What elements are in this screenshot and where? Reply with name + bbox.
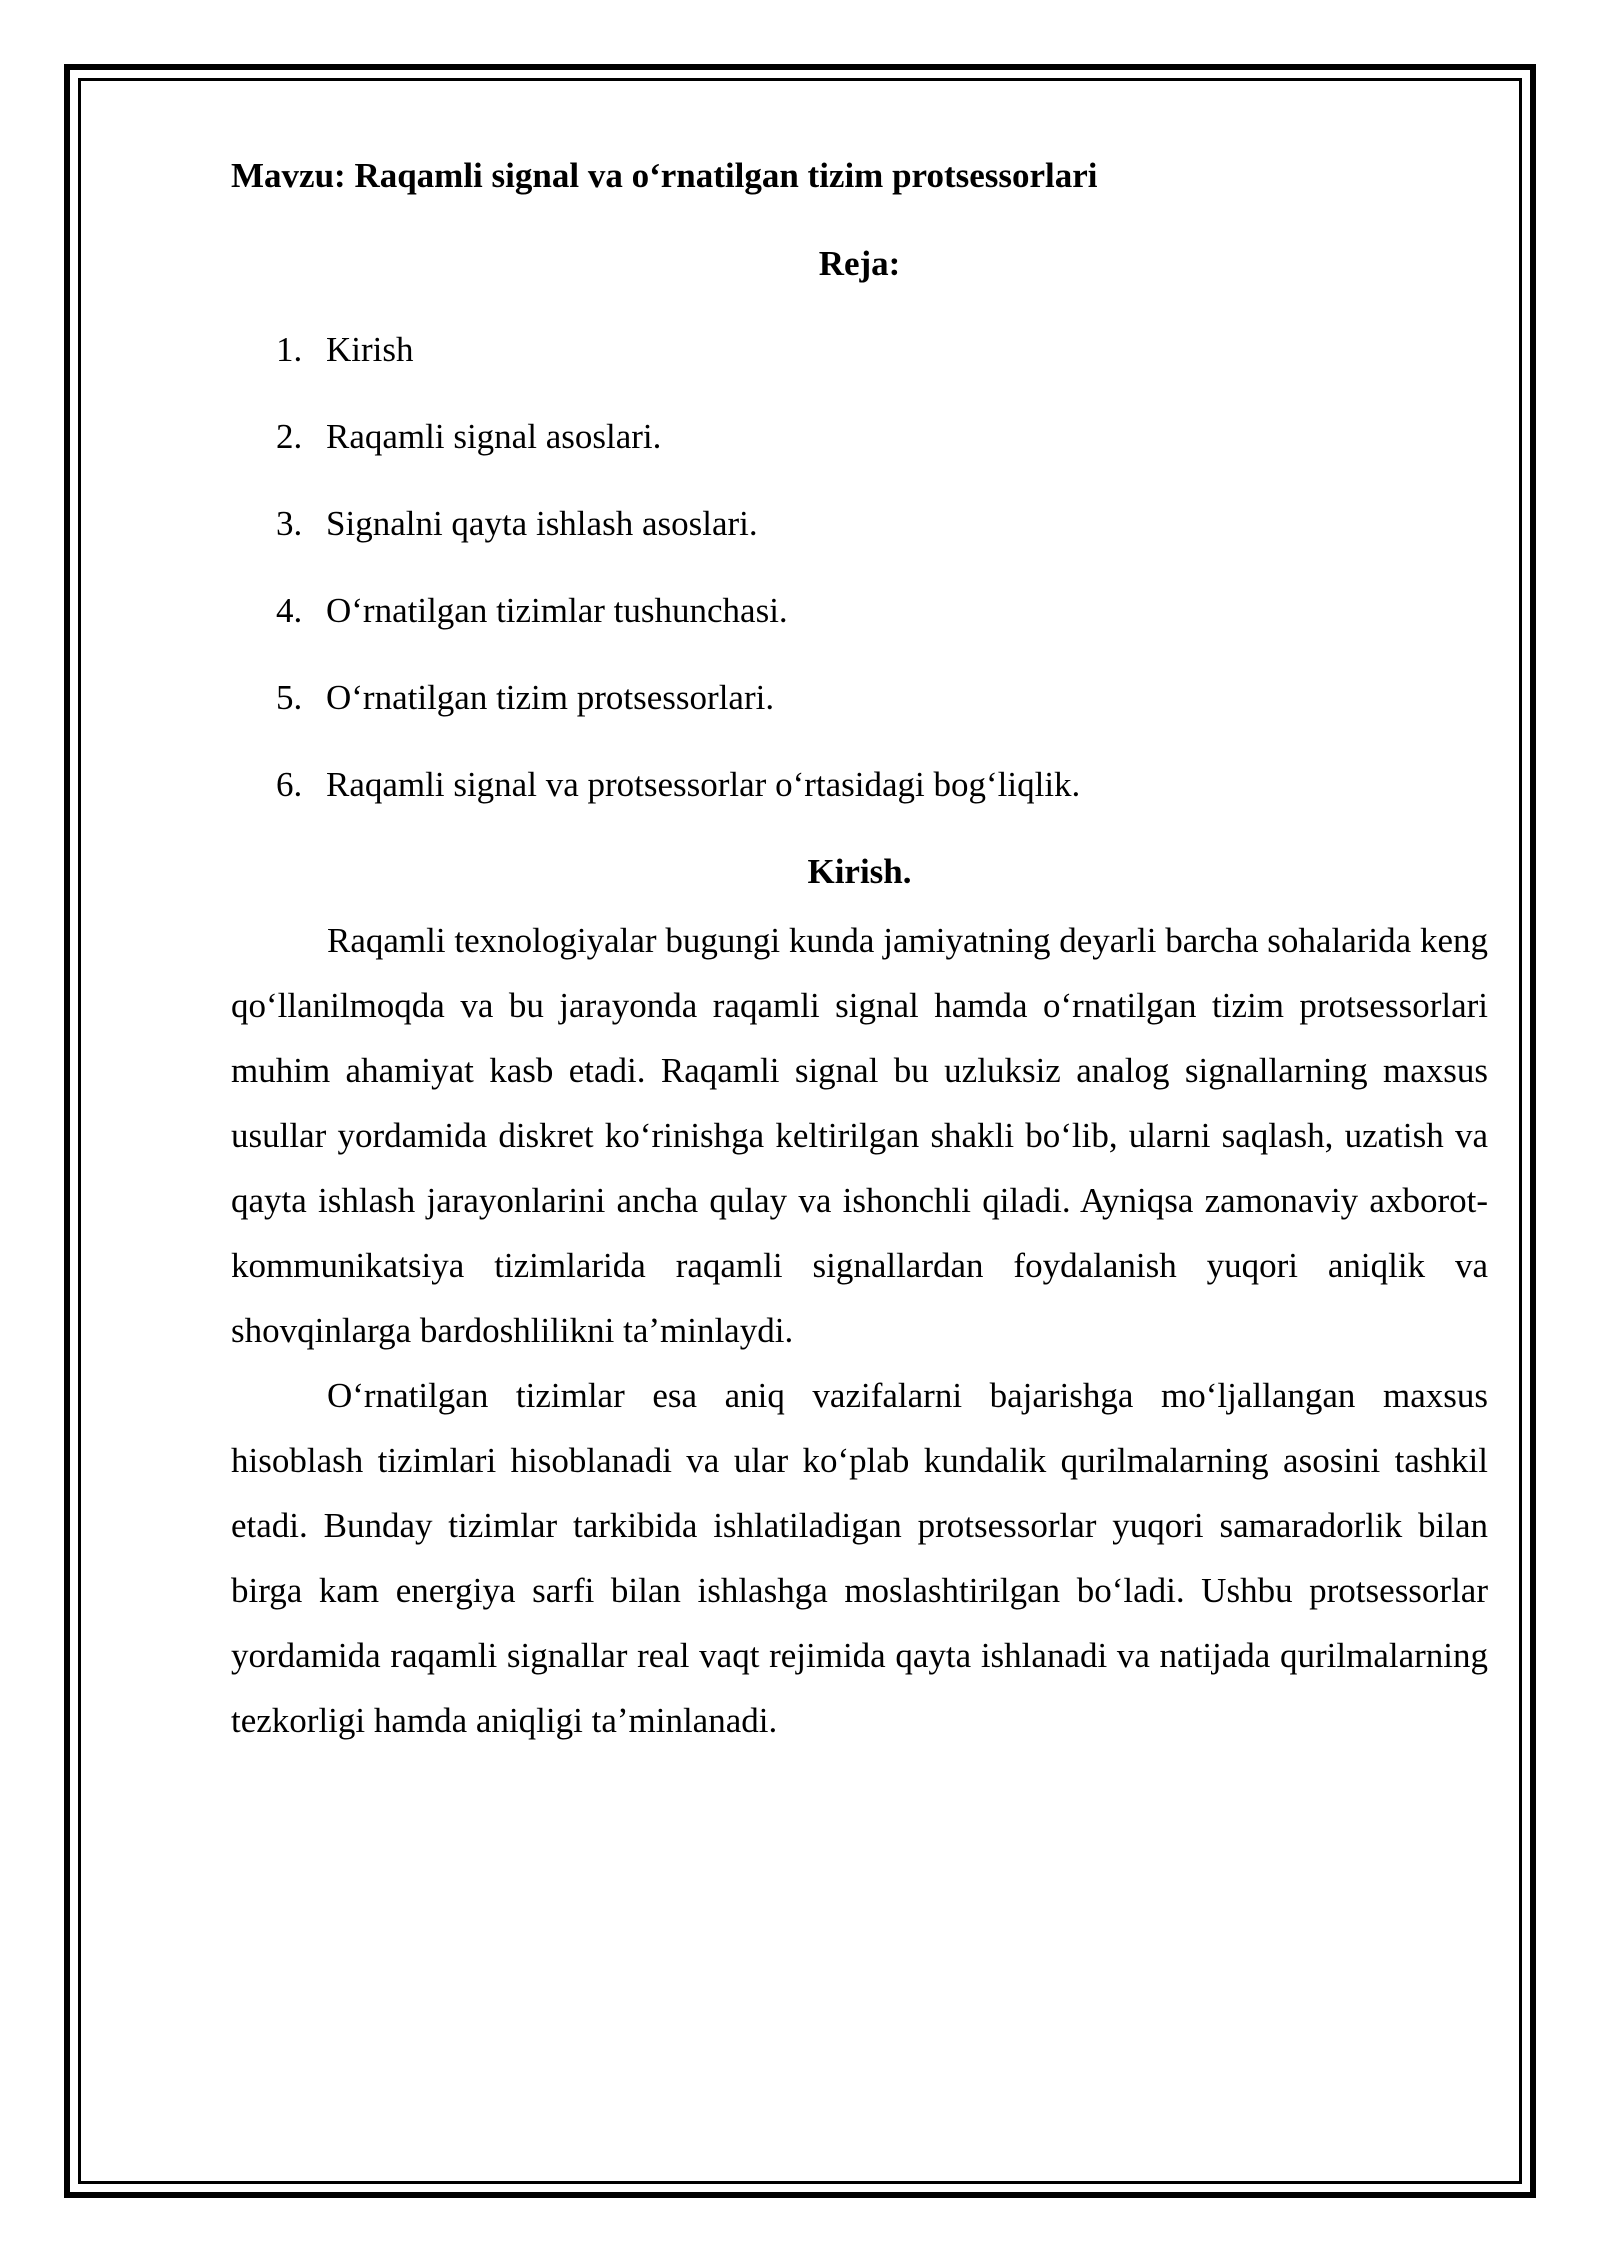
plan-item-number: 2. — [276, 417, 303, 456]
document-body — [231, 150, 1488, 1753]
plan-item-number: 4. — [276, 591, 303, 630]
plan-item — [231, 498, 1488, 550]
plan-item-text: Oʻrnatilgan tizim protsessorlari. — [326, 678, 775, 717]
topic-title: Mavzu: Raqamli signal va oʻrnatilgan tizim protsessorlari — [231, 156, 1098, 195]
plan-item-text: Raqamli signal va protsessorlar oʻrtasidagi bogʻliqlik. — [326, 765, 1081, 804]
plan-item — [231, 759, 1488, 811]
plan-item — [231, 324, 1488, 376]
paragraph: Oʻrnatilgan tizimlar esa aniq vazifalarni bajarishga moʻljallangan maxsus hisoblash tizimlari hisoblanadi va ular koʻplab kundalik qurilmalarning asosini tashkil etadi. Bunday tizimlar tarkibida ishlatiladigan protsessorlar yuqori samaradorlik bilan birga kam energiya sarfi bilan ishlashga moslashtirilgan boʻladi. Ushbu protsessorlar yordamida raqamli signallar real vaqt rejimida qayta ishlanadi va natijada qurilmalarning tezkorligi hamda aniqligi taʼminlanadi. — [231, 1376, 1488, 1740]
plan-item-number: 1. — [276, 330, 303, 369]
section-heading-introduction: Kirish. — [807, 852, 912, 891]
paragraph: Raqamli texnologiyalar bugungi kunda jamiyatning deyarli barcha sohalarida keng qoʻllanilmoqda va bu jarayonda raqamli signal hamda oʻrnatilgan tizim protsessorlari muhim ahamiyat kasb etadi. Raqamli signal bu uzluksiz analog signallarning maxsus usullar yordamida diskret koʻrinishga keltirilgan shakli boʻlib, ularni saqlash, uzatish va qayta ishlash jarayonlarini ancha qulay va ishonchli qiladi. Ayniqsa zamonaviy axborot-kommunikatsiya tizimlarida raqamli signallardan foydalanish yuqori aniqlik va shovqinlarga bardoshlilikni taʼminlaydi. — [231, 921, 1488, 1350]
plan-item-number: 5. — [276, 678, 303, 717]
plan-item-text: Oʻrnatilgan tizimlar tushunchasi. — [326, 591, 788, 630]
plan-item-text: Raqamli signal asoslari. — [326, 417, 662, 456]
plan-item-text: Signalni qayta ishlash asoslari. — [326, 504, 758, 543]
plan-item — [231, 411, 1488, 463]
plan-item-number: 3. — [276, 504, 303, 543]
plan-heading: Reja: — [818, 244, 901, 283]
plan-item — [231, 585, 1488, 637]
plan-list — [231, 324, 1488, 811]
plan-item-text: Kirish — [326, 330, 414, 369]
plan-item-number: 6. — [276, 765, 303, 804]
plan-item — [231, 672, 1488, 724]
